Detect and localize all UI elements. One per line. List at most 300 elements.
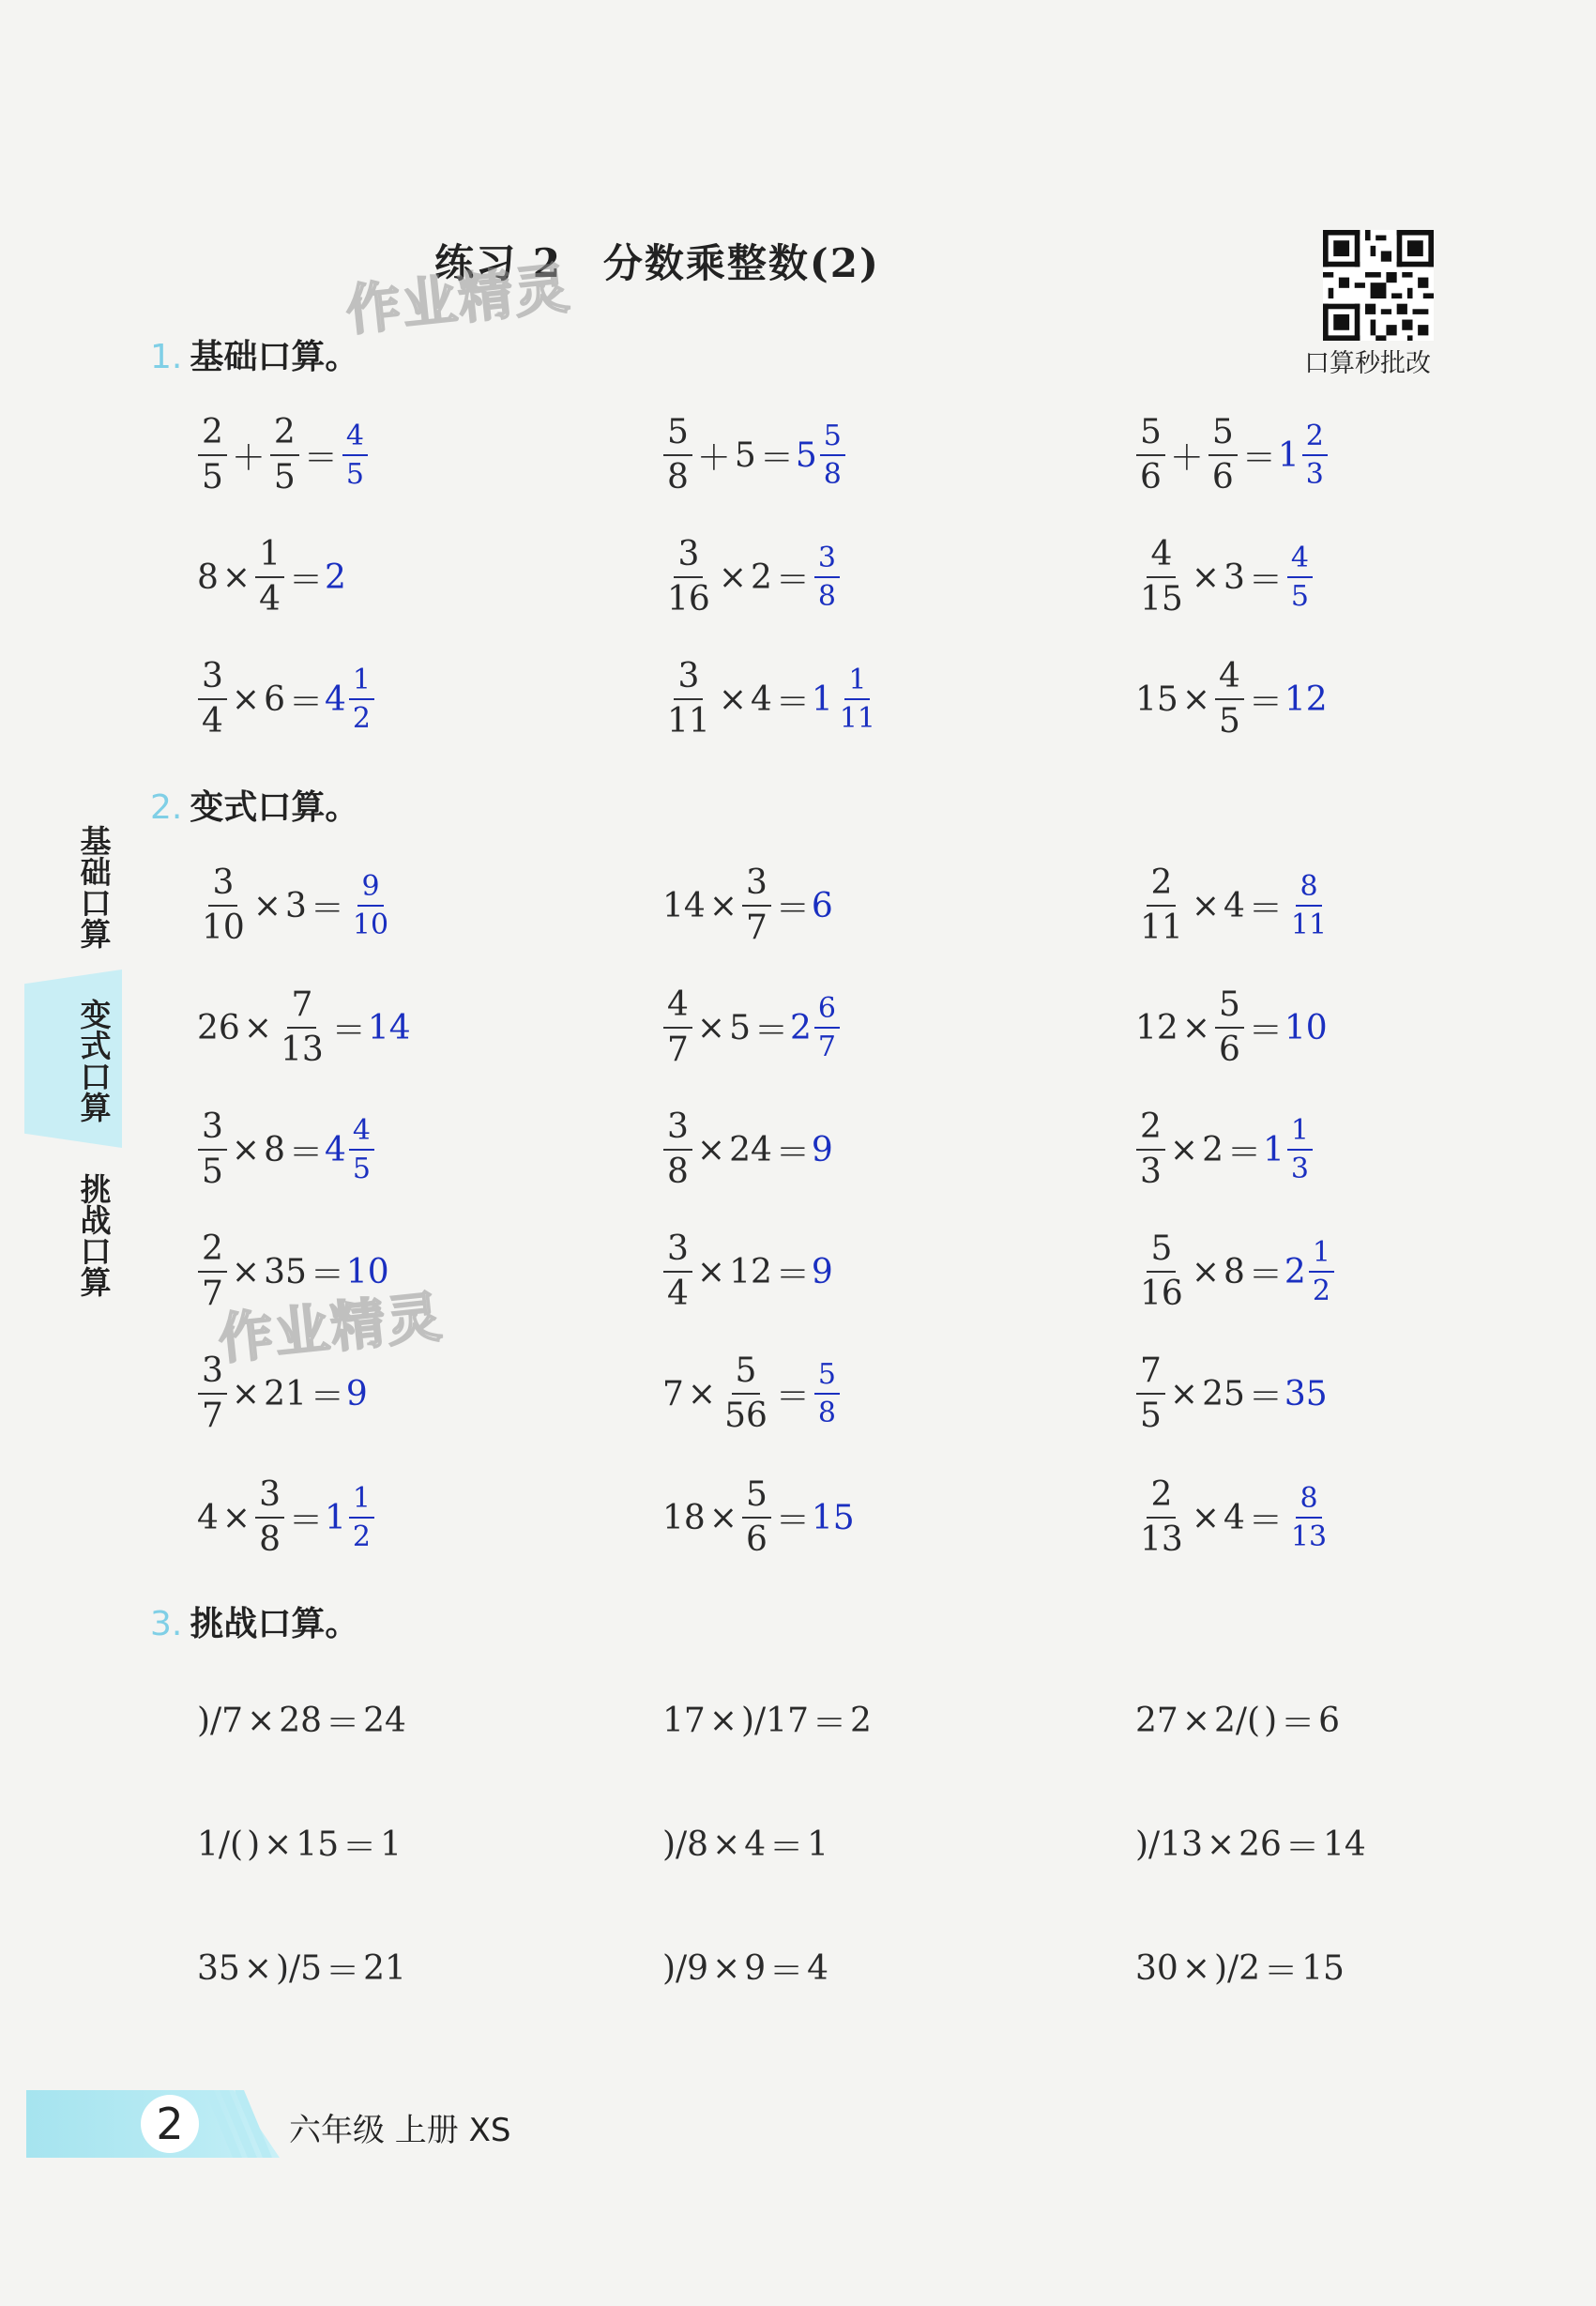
expression-text: )/7 (197, 1701, 244, 1740)
denominator: 3 (1305, 458, 1324, 491)
expression-text: 2 (849, 1701, 872, 1740)
expression-text: 35 (264, 1252, 307, 1291)
expression-text: × (231, 680, 261, 719)
expression-text: × (243, 1948, 272, 1988)
numerator: 7 (1136, 1352, 1165, 1395)
denominator: 5 (1290, 580, 1309, 613)
problem-1-7 (195, 652, 377, 746)
denominator: 5 (202, 458, 223, 496)
answer-fraction (820, 420, 845, 490)
denominator: 4 (202, 702, 223, 741)
fraction (1136, 1352, 1165, 1434)
problem-2-16 (195, 1471, 377, 1565)
numerator: 7 (287, 986, 316, 1029)
problem-3-2 (661, 1673, 874, 1767)
expression-text: 5 (734, 435, 756, 475)
expression-text: 9 (744, 1948, 767, 1988)
problem-1-9 (1133, 652, 1328, 746)
expression-text: × (1181, 1701, 1210, 1740)
expression-text: )/13 (1135, 1825, 1203, 1864)
expression-text: )/2 (1213, 1948, 1261, 1988)
expression-text: 17 (662, 1701, 706, 1740)
denominator: 5 (273, 458, 296, 496)
denominator: 15 (1140, 580, 1183, 618)
fraction (1215, 658, 1244, 740)
problem-2-1 (195, 859, 395, 953)
answer-fraction (1287, 1483, 1330, 1552)
numerator: 9 (357, 871, 383, 907)
expression-text: ＝ (288, 1501, 323, 1540)
numerator: 3 (198, 1108, 227, 1151)
expression-text: × (696, 1252, 726, 1291)
expression-text: ＝ (775, 1255, 810, 1294)
answer-whole: 2 (790, 1008, 812, 1047)
expression-text: ＝ (1248, 1501, 1283, 1540)
denominator: 2 (352, 1520, 371, 1553)
section-3-heading (150, 1597, 358, 1645)
problem-1-6 (1133, 530, 1315, 624)
numerator: 5 (732, 1352, 761, 1395)
answer-fraction (1302, 420, 1328, 490)
numerator: 4 (342, 420, 368, 456)
expression-text: × (708, 886, 737, 925)
expression-text: ＝ (769, 1827, 804, 1867)
expression-text: ＝ (753, 1011, 788, 1050)
answer-fraction (814, 542, 840, 612)
section-2-heading (150, 781, 358, 829)
expression-text: ＝ (775, 560, 810, 600)
expression-text: 3 (1223, 557, 1245, 597)
problem-1-1 (195, 408, 371, 502)
problem-2-6 (1133, 981, 1328, 1075)
denominator: 56 (724, 1397, 768, 1435)
problem-2-18 (1133, 1471, 1333, 1565)
expression-text: × (221, 557, 251, 597)
answer-mixed-number (1263, 1115, 1315, 1184)
numerator: 5 (1215, 986, 1244, 1029)
fraction (663, 1108, 692, 1190)
expression-text: ) (247, 1825, 261, 1864)
fraction (663, 536, 714, 618)
expression-text: ＝ (1248, 1255, 1283, 1294)
problem-1-8 (661, 652, 882, 746)
problem-2-12 (1133, 1225, 1337, 1319)
denominator: 10 (202, 909, 245, 947)
fraction (1136, 1476, 1187, 1558)
numerator: 8 (1296, 871, 1321, 907)
problem-3-8 (661, 1921, 830, 2015)
denominator: 11 (1290, 909, 1328, 941)
expression-text: ＝ (310, 1255, 344, 1294)
expression-text: × (1181, 1008, 1210, 1047)
numerator: 1 (255, 536, 284, 578)
expression-text: ＝ (775, 682, 810, 722)
denominator: 7 (817, 1031, 836, 1063)
answer-whole: 1 (811, 680, 833, 719)
denominator: 5 (202, 1153, 223, 1191)
section-2-number: 2. (150, 788, 183, 827)
expression-text: 15 (296, 1825, 340, 1864)
numerator: 1 (1309, 1237, 1334, 1273)
answer-mixed-number (1278, 420, 1330, 490)
fraction (1208, 414, 1238, 496)
watermark: 作业精灵 (342, 255, 574, 344)
expression-text: 27 (1135, 1701, 1178, 1740)
answer-mixed-number (325, 1115, 377, 1184)
expression-text: × (696, 1008, 726, 1047)
numerator: 5 (663, 414, 692, 456)
footer-stripes-icon (205, 2090, 280, 2158)
answer-value: 6 (811, 886, 833, 925)
expression-text: ＝ (812, 1703, 846, 1743)
numerator: 5 (1136, 414, 1165, 456)
expression-text: ＝ (310, 1377, 344, 1416)
expression-text: 4 (744, 1825, 767, 1864)
numerator: 3 (198, 1352, 227, 1395)
numerator: 3 (814, 542, 840, 578)
answer-fraction (1309, 1237, 1334, 1306)
expression-text: ＝ (775, 1133, 810, 1172)
expression-text: 25 (1202, 1374, 1245, 1413)
denominator: 7 (202, 1397, 223, 1435)
fraction (1215, 986, 1244, 1068)
denominator: 2 (352, 702, 371, 735)
denominator: 7 (202, 1275, 223, 1313)
expression-text: 15 (1301, 1948, 1345, 1988)
answer-value: 9 (345, 1374, 368, 1413)
denominator: 11 (1140, 909, 1183, 947)
expression-text: ＝ (288, 560, 323, 600)
section-1-number: 1. (150, 338, 183, 376)
denominator: 4 (667, 1275, 689, 1313)
answer-fraction (1287, 1115, 1313, 1184)
problem-1-3 (1133, 408, 1330, 502)
expression-text: ＋ (231, 438, 266, 478)
problem-3-3 (1133, 1673, 1342, 1767)
expression-text: ＋ (1169, 438, 1204, 478)
fraction (270, 414, 299, 496)
expression-text: 1 (807, 1825, 829, 1864)
numerator: 2 (198, 1230, 227, 1273)
denominator: 8 (259, 1520, 281, 1559)
expression-text: × (1181, 680, 1210, 719)
fraction (663, 658, 714, 740)
fraction (663, 1230, 692, 1312)
numerator: 5 (1208, 414, 1238, 456)
fraction (198, 414, 227, 496)
expression-text: 1/( (197, 1825, 244, 1864)
numerator: 3 (742, 864, 771, 907)
qr-code-icon[interactable] (1323, 230, 1434, 341)
denominator: 5 (1140, 1397, 1162, 1435)
denominator: 2 (1312, 1275, 1330, 1307)
expression-text: ＝ (775, 1377, 810, 1416)
numerator: 1 (349, 664, 374, 700)
expression-text: ＋ (696, 438, 731, 478)
expression-text: 18 (662, 1498, 706, 1537)
denominator: 6 (1218, 1031, 1240, 1069)
expression-text: 24 (729, 1130, 772, 1169)
section-3-title: 挑战口算。 (190, 1605, 359, 1643)
fraction (1136, 536, 1187, 618)
section-1-title: 基础口算。 (190, 338, 359, 376)
numerator: 4 (1215, 658, 1244, 700)
expression-text: × (1169, 1374, 1199, 1413)
expression-text: 4 (750, 680, 772, 719)
expression-text: × (231, 1374, 261, 1413)
numerator: 1 (1287, 1115, 1313, 1151)
problem-2-2 (661, 859, 833, 953)
answer-value: 10 (1284, 1008, 1328, 1047)
numerator: 2 (1302, 420, 1328, 456)
expression-text: 6 (1318, 1701, 1341, 1740)
numerator: 2 (1147, 864, 1176, 907)
answer-mixed-number (325, 664, 377, 734)
answer-whole: 1 (325, 1498, 346, 1537)
expression-text: × (231, 1130, 261, 1169)
fraction (742, 864, 771, 946)
expression-text: 2 (1202, 1130, 1224, 1169)
numerator: 2 (1136, 1108, 1165, 1151)
expression-text: ＝ (759, 438, 794, 478)
expression-text: ＝ (288, 1133, 323, 1172)
qr-block[interactable] (1304, 230, 1473, 379)
expression-text: 1 (380, 1825, 403, 1864)
expression-text: ＝ (1248, 1011, 1283, 1050)
expression-text: 7 (662, 1374, 684, 1413)
problem-1-2 (661, 408, 848, 502)
denominator: 6 (745, 1520, 768, 1559)
expression-text: 12 (729, 1252, 772, 1291)
expression-text: × (718, 680, 747, 719)
denominator: 8 (667, 1153, 689, 1191)
numerator: 3 (255, 1476, 284, 1519)
expression-text: 26 (197, 1008, 240, 1047)
numerator: 3 (674, 658, 703, 700)
expression-text: ＝ (1281, 1703, 1315, 1743)
fraction (663, 986, 692, 1068)
expression-text: ＝ (288, 682, 323, 722)
answer-whole: 5 (795, 435, 817, 475)
numerator: 5 (814, 1359, 840, 1395)
numerator: 3 (208, 864, 237, 907)
problem-3-4 (195, 1797, 403, 1891)
denominator: 8 (817, 1397, 836, 1429)
numerator: 3 (198, 658, 227, 700)
problem-2-4 (195, 981, 411, 1075)
expression-text: 8 (264, 1130, 285, 1169)
expression-text: ＝ (342, 1827, 377, 1867)
expression-text: )/17 (740, 1701, 809, 1740)
expression-text: × (1169, 1130, 1199, 1169)
numerator: 5 (820, 420, 845, 456)
fraction (1136, 1230, 1187, 1312)
numerator: 1 (349, 1483, 374, 1519)
numerator: 2 (198, 414, 227, 456)
expression-text: 4 (197, 1498, 219, 1537)
answer-fraction (814, 993, 840, 1062)
answer-value: 2 (325, 557, 346, 597)
side-tab-challenge[interactable]: 挑战口算 (75, 1173, 113, 1297)
expression-text: × (687, 1374, 717, 1413)
answer-fraction (1287, 542, 1313, 612)
denominator: 3 (1140, 1153, 1162, 1191)
numerator: 2 (1147, 1476, 1176, 1519)
numerator: 4 (1147, 536, 1176, 578)
problem-1-5 (661, 530, 843, 624)
expression-text: 30 (1135, 1948, 1178, 1988)
fraction (1136, 864, 1187, 946)
answer-fraction (349, 1115, 374, 1184)
answer-fraction (814, 1359, 840, 1428)
numerator: 8 (1296, 1483, 1321, 1519)
problem-2-7 (195, 1103, 377, 1197)
expression-text: ＝ (1248, 560, 1283, 600)
section-1-heading (150, 330, 358, 378)
denominator: 7 (745, 909, 768, 947)
problem-2-11 (661, 1225, 833, 1319)
expression-text: 5 (729, 1008, 751, 1047)
denominator: 8 (667, 458, 689, 496)
problem-1-4 (195, 530, 346, 624)
expression-text: × (264, 1825, 293, 1864)
expression-text: × (696, 1130, 726, 1169)
expression-text: ＝ (1248, 682, 1283, 722)
expression-text: ＝ (775, 889, 810, 928)
expression-text: × (1191, 557, 1220, 597)
qr-label: 口算秒批改 (1304, 349, 1431, 378)
expression-text: × (1191, 886, 1220, 925)
problem-2-15 (1133, 1347, 1328, 1441)
expression-text: 8 (197, 557, 219, 597)
answer-mixed-number (812, 664, 882, 734)
expression-text: 4 (807, 1948, 829, 1988)
answer-whole: 1 (1277, 435, 1300, 475)
expression-text: ＝ (1248, 889, 1283, 928)
fraction (277, 986, 327, 1068)
answer-fraction (349, 664, 374, 734)
expression-text: ＝ (326, 1703, 360, 1743)
expression-text: 14 (1322, 1825, 1366, 1864)
numerator: 4 (1287, 542, 1313, 578)
expression-text: 21 (264, 1374, 307, 1413)
denominator: 7 (667, 1031, 689, 1069)
fraction (1136, 1108, 1165, 1190)
expression-text: )/8 (662, 1825, 709, 1864)
fraction (198, 864, 249, 946)
footer-grade-label: 六年级 上册 XS (289, 2112, 511, 2149)
numerator: 4 (349, 1115, 374, 1151)
expression-text: )/9 (662, 1948, 709, 1988)
expression-text: 6 (264, 680, 285, 719)
expression-text: × (1206, 1825, 1236, 1864)
expression-text: ) (1264, 1701, 1278, 1740)
answer-value: 10 (345, 1252, 389, 1291)
watermark-2: 作业精灵 (215, 1284, 447, 1372)
section-2-title: 变式口算。 (190, 788, 359, 827)
expression-text: ＝ (1264, 1951, 1299, 1991)
answer-value: 15 (811, 1498, 855, 1537)
answer-fraction (349, 1483, 374, 1552)
expression-text: ＝ (775, 1501, 810, 1540)
side-tab-variant[interactable]: 变式口算 (75, 999, 113, 1122)
numerator: 3 (663, 1230, 692, 1273)
problem-2-9 (1133, 1103, 1315, 1197)
expression-text: 21 (363, 1948, 406, 1988)
expression-text: × (243, 1008, 272, 1047)
problem-2-5 (661, 981, 843, 1075)
expression-text: ＝ (303, 438, 338, 478)
numerator: 5 (1147, 1230, 1176, 1273)
expression-text: 12 (1135, 1008, 1178, 1047)
expression-text: × (1191, 1252, 1220, 1291)
denominator: 10 (352, 909, 389, 941)
numerator: 4 (663, 986, 692, 1029)
expression-text: 2/( (1213, 1701, 1261, 1740)
numerator: 2 (270, 414, 299, 456)
side-tab-basic[interactable]: 基础口算 (75, 825, 113, 949)
expression-text: × (718, 557, 747, 597)
answer-fraction (836, 664, 879, 734)
section-3-number: 3. (150, 1605, 183, 1643)
answer-mixed-number (1284, 1237, 1337, 1306)
expression-text: × (221, 1498, 251, 1537)
problem-3-7 (195, 1921, 408, 2015)
expression-text: × (708, 1701, 737, 1740)
denominator: 13 (1290, 1520, 1328, 1553)
expression-text: 26 (1239, 1825, 1282, 1864)
numerator: 5 (742, 1476, 771, 1519)
denominator: 5 (1218, 702, 1240, 741)
expression-text: × (231, 1252, 261, 1291)
expression-text: × (252, 886, 281, 925)
answer-fraction (342, 420, 368, 490)
expression-text: ＝ (331, 1011, 366, 1050)
problem-2-8 (661, 1103, 833, 1197)
expression-text: 2 (750, 557, 772, 597)
answer-value: 35 (1284, 1374, 1328, 1413)
fraction (663, 414, 692, 496)
fraction (1136, 414, 1165, 496)
denominator: 11 (839, 702, 875, 735)
numerator: 3 (674, 536, 703, 578)
expression-text: ＝ (1284, 1827, 1319, 1867)
denominator: 4 (259, 580, 281, 618)
expression-text: × (712, 1825, 741, 1864)
expression-text: ＝ (1226, 1133, 1261, 1172)
problem-2-14 (661, 1347, 843, 1441)
expression-text: ＝ (326, 1951, 360, 1991)
denominator: 6 (1211, 458, 1234, 496)
expression-text: 14 (662, 886, 706, 925)
expression-text: 4 (1223, 1498, 1245, 1537)
denominator: 8 (817, 580, 836, 613)
problem-2-3 (1133, 859, 1333, 953)
fraction (742, 1476, 771, 1558)
expression-text: 8 (1223, 1252, 1245, 1291)
expression-text: ＝ (1241, 438, 1276, 478)
answer-value: 14 (367, 1008, 411, 1047)
answer-whole: 4 (325, 1130, 346, 1169)
problem-3-5 (661, 1797, 830, 1891)
answer-fraction (1287, 871, 1330, 940)
denominator: 6 (1140, 458, 1162, 496)
expression-text: 3 (284, 886, 307, 925)
page-number: 2 (141, 2095, 199, 2153)
fraction (255, 536, 284, 618)
expression-text: 24 (363, 1701, 406, 1740)
denominator: 16 (1140, 1275, 1183, 1313)
